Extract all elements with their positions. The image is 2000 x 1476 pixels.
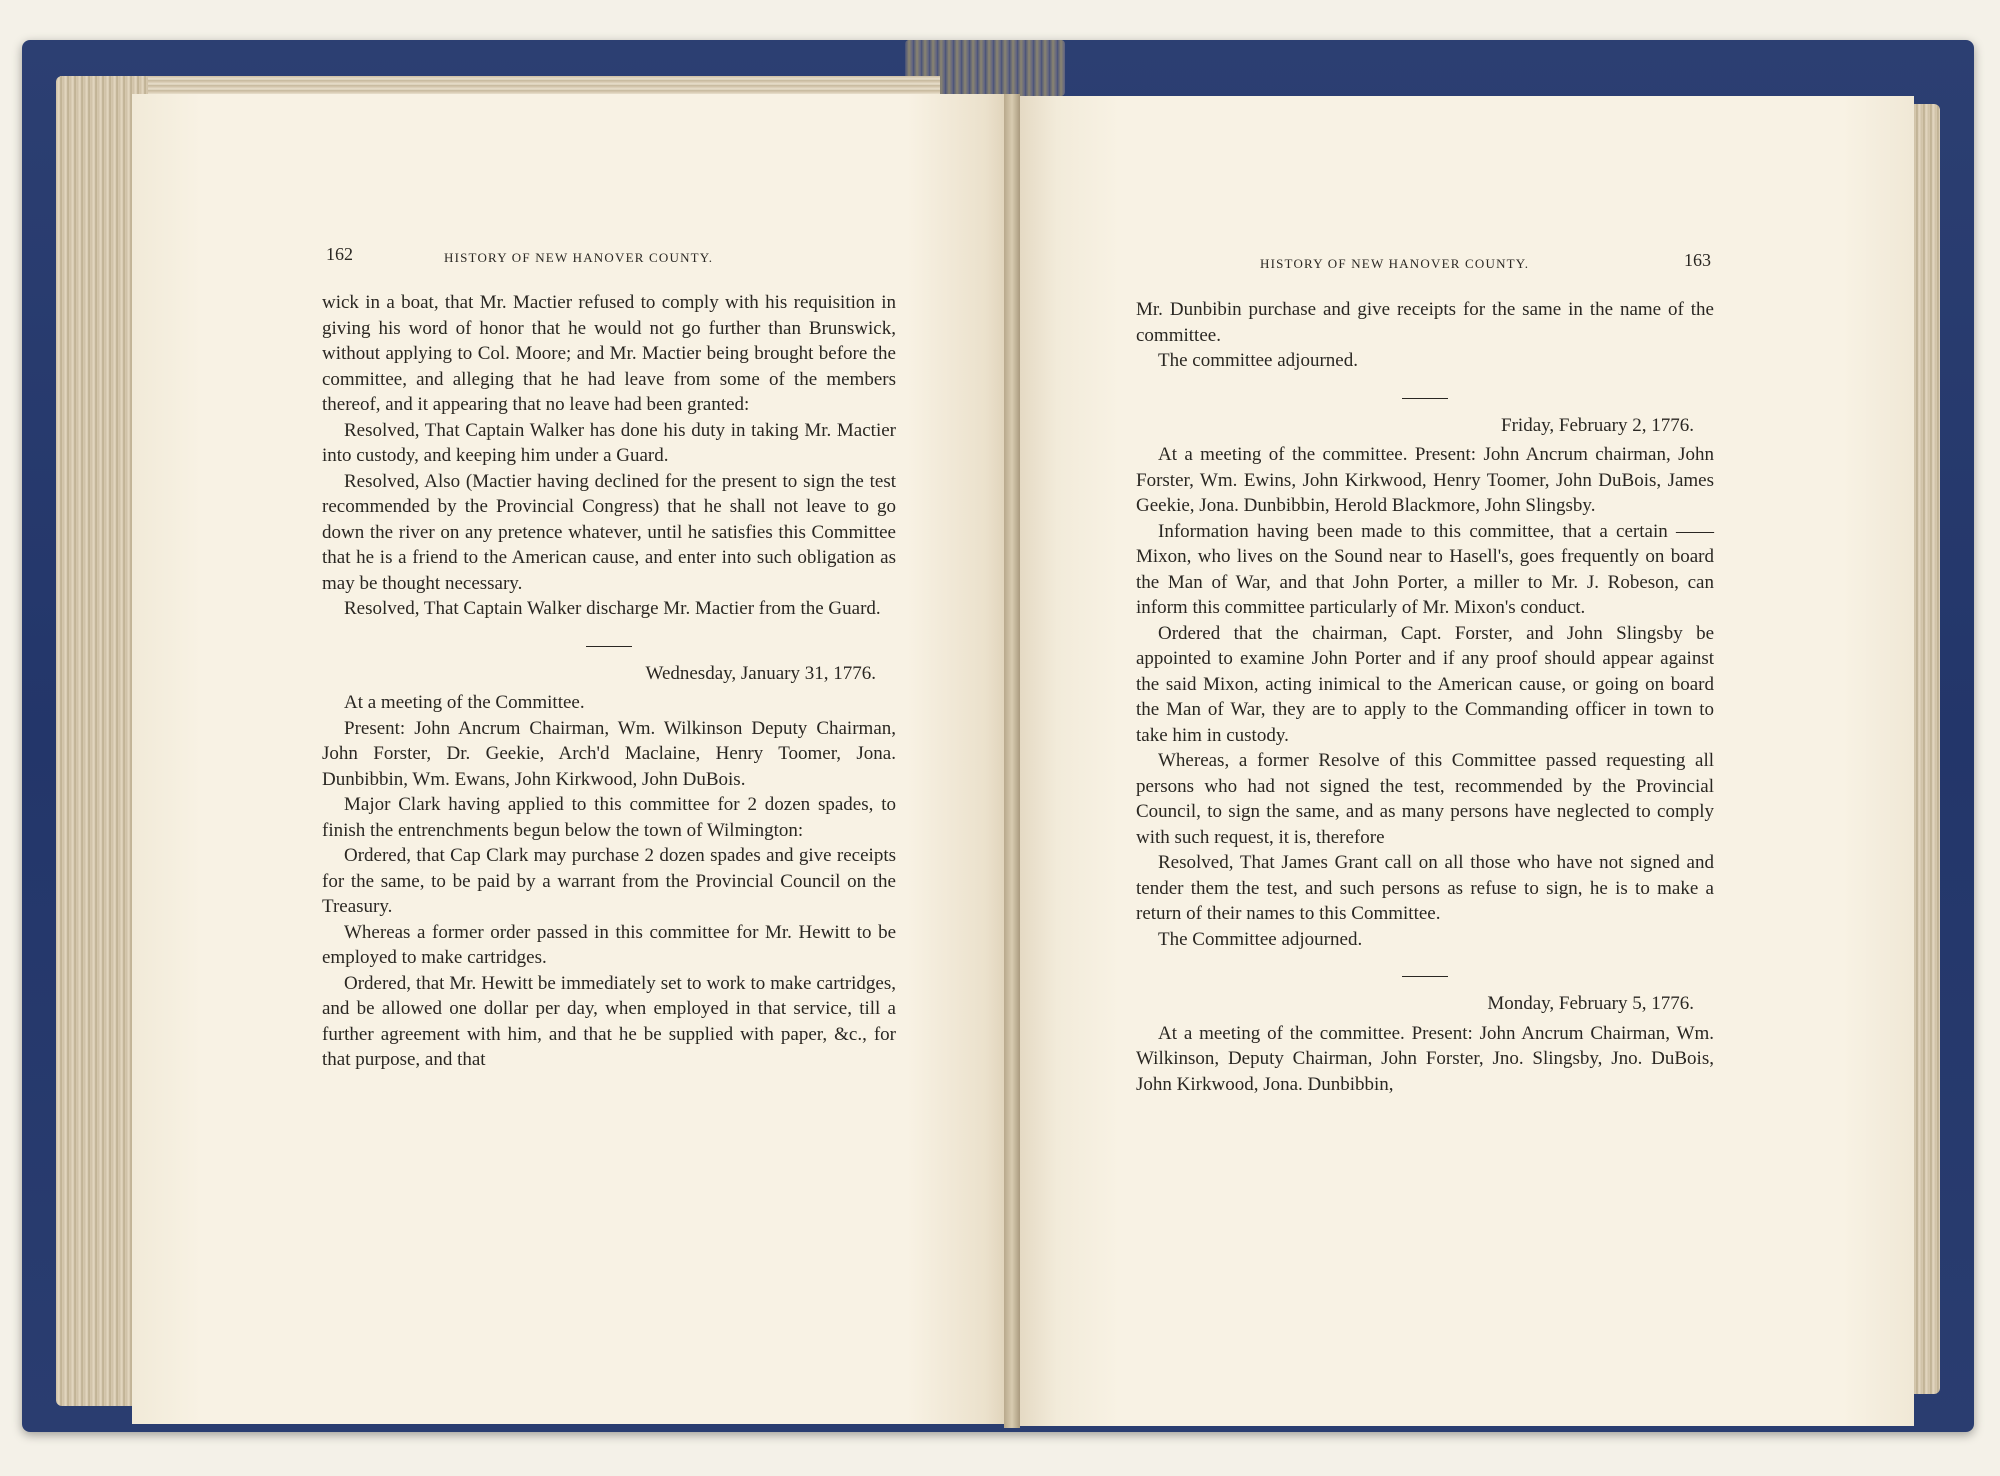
left-resolved-1: Resolved, That Captain Walker has done his duty in taking Mr. Mactier into custody, and keeping him under a Guard. [322,419,896,466]
right-meeting-2: At a meeting of the committee. Present: John Ancrum Chairman, Wm. Wilkinson, Deputy Chairman, John Forster, Jno. Slingsby, Jno. DuBois, John Kirkwood, Jona. Dunbibbin, [1136,1022,1714,1095]
section-divider [1402,976,1448,977]
right-adjourned-2: The Committee adjourned. [1158,928,1363,950]
right-resolved-1: Resolved, That James Grant call on all those who have not signed and tender them the test, and such persons as refuse to sign, he is to make a return of their names to this Committee. [1136,852,1714,924]
left-present: Present: John Ancrum Chairman, Wm. Wilkinson Deputy Chairman, John Forster, Dr. Geekie, Arch'd Maclaine, Henry Toomer, Jona. Dunbibbin, Wm. Ewans, John Kirkwood, John DuBois. [322,717,896,790]
left-running-head: HISTORY OF NEW HANOVER COUNTY. [444,250,714,265]
right-page-number: 163 [1684,250,1711,270]
left-ordered-1: Ordered, that Cap Clark may purchase 2 dozen spades and give receipts for the same, to be paid by a warrant from the Provincial Council on the Treasury. [322,845,896,917]
left-whereas-1: Whereas a former order passed in this committee for Mr. Hewitt to be employed to make cartridges. [322,921,896,968]
right-ordered-1: Ordered that the chairman, Capt. Forster, and John Slingsby be appointed to examine John Porter and if any proof should appear against the said Mixon, acting inimical to the American cause, or going on board the Man of War, they are to apply to the Commanding officer in town to take him in custody. [1136,622,1714,746]
left-date-heading: Wednesday, January 31, 1776. [645,662,876,684]
left-ordered-2: Ordered, that Mr. Hewitt be immediately set to work to make cartridges, and be allowed one dollar per day, when employed in that service, till a further agreement with him, and that he be supplied with paper, &c., for that purpose, and that [322,972,896,1070]
section-divider [1402,398,1448,399]
left-major-clark: Major Clark having applied to this committee for 2 dozen spades, to finish the entrenchments begun below the town of Wilmington: [322,794,896,841]
left-resolved-3: Resolved, That Captain Walker discharge Mr. Mactier from the Guard. [344,598,881,619]
left-resolved-2: Resolved, Also (Mactier having declined for the present to sign the test recommended by the Provincial Congress) that he shall not leave to go down the river on any pretence whatever, until he satisfies this Committee that he is a friend to the American cause, and enter into such obligation as may be thought necessary. [322,470,896,594]
left-page-number: 162 [326,244,353,264]
right-top-paragraph: Mr. Dunbibin purchase and give receipts for the same in the name of the committee. [1136,299,1714,346]
right-information: Information having been made to this committee, that a certain —— Mixon, who lives on the Sound near to Hasell's, goes frequently on board the Man of War, and that John Porter, a miller to Mr. J. Robeson, can inform this committee particularly of Mr. Mixon's conduct. [1136,520,1714,618]
right-date-heading-2: Monday, February 5, 1776. [1487,993,1694,1014]
right-page-text [1136,297,1714,1097]
left-page-text [322,290,896,1073]
right-running-head: HISTORY OF NEW HANOVER COUNTY. [1260,256,1530,271]
left-meeting: At a meeting of the Committee. [344,692,585,713]
right-adjourned-1: The committee adjourned. [1158,350,1358,371]
section-divider [586,646,632,647]
book-gutter [1004,94,1020,1428]
right-meeting-1: At a meeting of the committee. Present: John Ancrum chairman, John Forster, Wm. Ewins, John Kirkwood, Henry Toomer, John DuBois, James Geekie, Jona. Dunbibbin, Herold Blackmore, John Slingsby. [1136,444,1714,516]
right-whereas-1: Whereas, a former Resolve of this Committee passed requesting all persons who had not signed the test, recommended by the Provincial Council, to sign the same, and as many persons have neglected to comply with such request, it is, therefore [1136,750,1714,848]
right-date-heading-1: Friday, February 2, 1776. [1501,414,1694,436]
left-top-paragraph: wick in a boat, that Mr. Mactier refused to comply with his requisition in giving his word of honor that he would not go further than Brunswick, without applying to Col. Moore; and Mr. Mactier being brought before the committee, and alleging that he had leave from some of the members thereof, and it appearing that no leave had been granted: [322,292,896,415]
